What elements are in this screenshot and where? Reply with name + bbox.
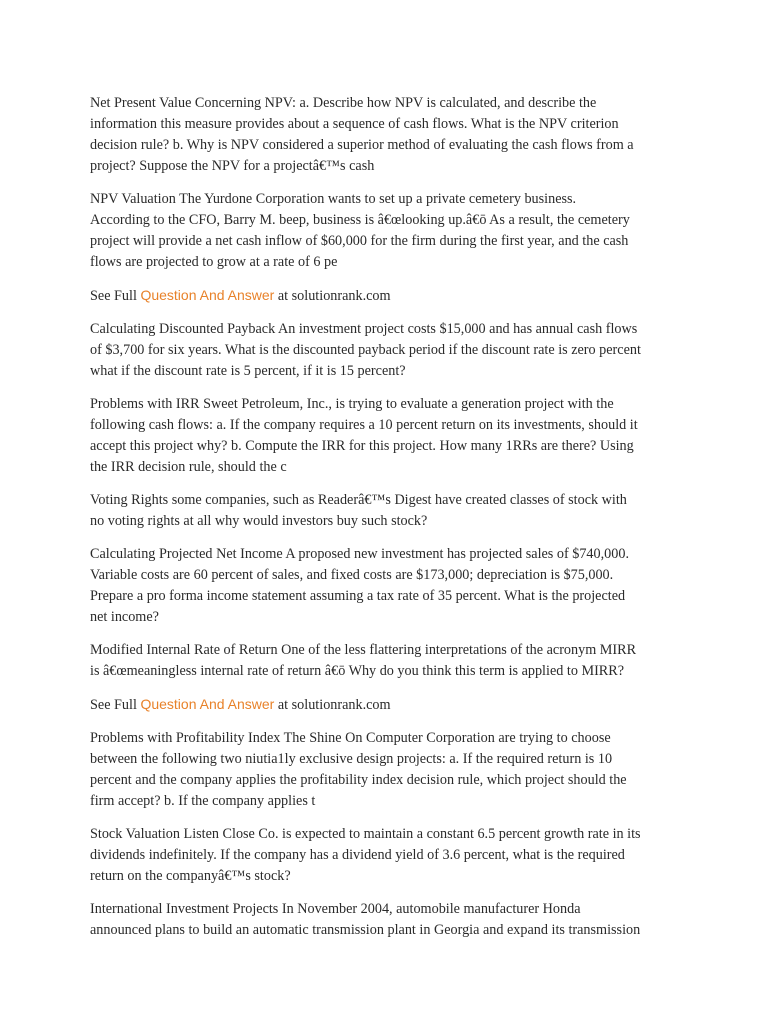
paragraph-line: Problems with IRR Sweet Petroleum, Inc., is trying to evaluate a generation project with the	[90, 396, 614, 412]
paragraph-line: announced plans to build an automatic transmission plant in Georgia and expand its transmission	[90, 922, 641, 938]
paragraph-line: the IRR decision rule, should the c	[90, 459, 287, 475]
paragraph-line: percent and the company applies the profitability index decision rule, which project should the	[90, 772, 627, 788]
paragraph-line: Modified Internal Rate of Return One of the less flattering interpretations of the acronym MIRR	[90, 642, 637, 658]
see-full-line	[90, 285, 690, 307]
paragraph-line: firm accept? b. If the company applies t	[90, 793, 316, 809]
paragraph-line: According to the CFO, Barry M. beep, business is â€œlooking up.â€ō As a result, the cemetery	[90, 212, 630, 228]
paragraph-line: return on the companyâ€™s stock?	[90, 868, 291, 884]
paragraph-line: Prepare a pro forma income statement assuming a tax rate of 35 percent. What is the projected	[90, 588, 626, 604]
paragraph-line: net income?	[90, 609, 159, 625]
paragraph-line: dividends indefinitely. If the company has a dividend yield of 3.6 percent, what is the required	[90, 847, 625, 863]
paragraph-line: is â€œmeaningless internal rate of return â€ō Why do you think this term is applied to MIRR?	[90, 663, 625, 679]
question-paragraph	[90, 93, 690, 177]
paragraph-line: of $3,700 for six years. What is the discounted payback period if the discount rate is zero percent	[90, 342, 641, 358]
see-full-prefix: See Full	[90, 697, 137, 713]
paragraph-line: accept this project why? b. Compute the IRR for this project. How many 1RRs are there? Using	[90, 438, 634, 454]
document-body	[90, 93, 690, 953]
question-paragraph	[90, 640, 690, 682]
paragraph-line: Problems with Profitability Index The Shine On Computer Corporation are trying to choose	[90, 730, 611, 746]
see-full-suffix: at solutionrank.com	[277, 288, 391, 304]
question-paragraph	[90, 319, 690, 382]
paragraph-line: no voting rights at all why would investors buy such stock?	[90, 513, 428, 529]
see-full-suffix: at solutionrank.com	[277, 697, 391, 713]
paragraph-line: International Investment Projects In November 2004, automobile manufacturer Honda	[90, 901, 581, 917]
paragraph-line: project will provide a net cash inflow of $60,000 for the firm during the first year, and the cash	[90, 233, 629, 249]
paragraph-line: what if the discount rate is 5 percent, if it is 15 percent?	[90, 363, 406, 379]
see-full-prefix: See Full	[90, 288, 137, 304]
paragraph-line: Calculating Discounted Payback An investment project costs $15,000 and has annual cash flows	[90, 321, 638, 337]
question-paragraph	[90, 544, 690, 628]
see-full-line	[90, 694, 690, 716]
paragraph-line: project? Suppose the NPV for a projectâ€™s cash	[90, 158, 375, 174]
paragraph-line: NPV Valuation The Yurdone Corporation wants to set up a private cemetery business.	[90, 191, 577, 207]
paragraph-line: following cash flows: a. If the company requires a 10 percent return on its investments, should it	[90, 417, 638, 433]
question-and-answer-link[interactable]: Question And Answer	[140, 696, 275, 712]
paragraph-line: Stock Valuation Listen Close Co. is expected to maintain a constant 6.5 percent growth rate in its	[90, 826, 641, 842]
paragraph-line: Variable costs are 60 percent of sales, and fixed costs are $173,000; depreciation is $75,000.	[90, 567, 614, 583]
paragraph-line: Net Present Value Concerning NPV: a. Describe how NPV is calculated, and describe the	[90, 95, 597, 111]
paragraph-line: decision rule? b. Why is NPV considered a superior method of evaluating the cash flows from a	[90, 137, 634, 153]
question-paragraph	[90, 824, 690, 887]
question-paragraph	[90, 490, 690, 532]
paragraph-line: information this measure provides about a sequence of cash flows. What is the NPV criterion	[90, 116, 619, 132]
paragraph-line: Calculating Projected Net Income A proposed new investment has projected sales of $740,000.	[90, 546, 629, 562]
question-paragraph	[90, 899, 690, 941]
question-and-answer-link[interactable]: Question And Answer	[140, 287, 275, 303]
question-paragraph	[90, 189, 690, 273]
paragraph-line: flows are projected to grow at a rate of 6 pe	[90, 254, 338, 270]
question-paragraph	[90, 728, 690, 812]
paragraph-line: between the following two niutia1ly exclusive design projects: a. If the required return is 10	[90, 751, 613, 767]
paragraph-line: Voting Rights some companies, such as Readerâ€™s Digest have created classes of stock with	[90, 492, 627, 508]
question-paragraph	[90, 394, 690, 478]
